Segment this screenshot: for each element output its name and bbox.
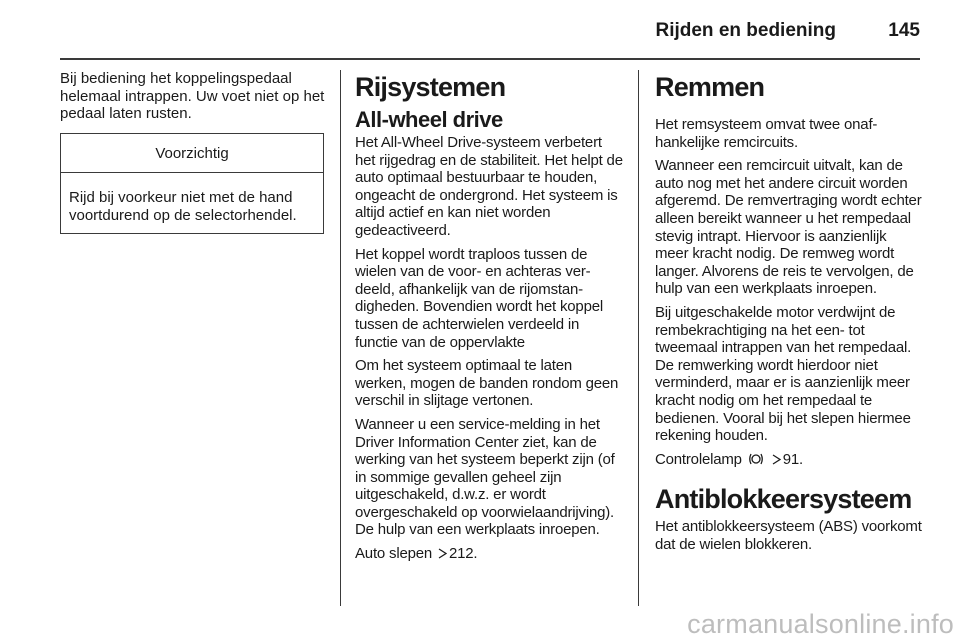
brakes-paragraph-1: Het remsysteem omvat twee onafhankelijke remcircuits.: [655, 116, 878, 151]
section-heading-rijsystemen: Rijsystemen: [355, 72, 506, 102]
awd-paragraph-3: Om het systeem optimaal te laten werken, mogen de banden rondom geen verschil in slijtage vertonen.: [355, 357, 619, 410]
brake-warning-lamp-icon: [748, 452, 764, 466]
cross-reference-auto-slepen[interactable]: [355, 545, 623, 563]
reference-page: 212.: [449, 545, 478, 563]
column-right: [655, 70, 923, 559]
watermark: carmanualsonline.info: [687, 609, 954, 639]
page-number: 145: [888, 20, 920, 41]
brakes-paragraph-3: Bij uitgeschakelde motor verdwijnt de rembekrachtiging na het een- tot tweemaal intrappen van het rempedaal. De remwerking wordt hierdoor niet verminderd, maar er is aanzienlijk meer kracht nodig om het rempedaal te bedienen. Vooral bij het slepen hiermee rekening houden.: [655, 303, 912, 445]
reference-text: Auto slepen: [355, 545, 433, 563]
awd-paragraph-1: Het All-Wheel Drive-systeem verbetert het rijgedrag en de stabiliteit. Het helpt de auto optimaal bestuurbaar te houden, ongeacht de ondergrond. Het systeem is altijd actief en kan niet worden gedeactiveerd.: [355, 134, 623, 239]
section-heading-remmen: Remmen: [655, 72, 765, 102]
caution-text: Rijd bij voorkeur niet met de hand voortdurend op de selectorhendel.: [69, 188, 297, 224]
intro-paragraph: Bij bediening het koppelingspedaal helemaal intrappen. Uw voet niet op het pedaal laten rusten.: [60, 70, 325, 123]
reference-page: 91.: [782, 450, 804, 468]
caution-box: [60, 133, 324, 234]
cross-reference-controlelamp[interactable]: [655, 451, 923, 469]
awd-paragraph-4: Wanneer u een service-melding in het Driver Information Center ziet, kan de werking van het systeem beperkt zijn (of in sommige gevallen geheel zijn uitgeschakeld, d.w.z. er wordt overgeschakeld op voorwielaandrijving). De hulp van een werkplaats inroepen.: [355, 415, 615, 539]
brakes-paragraph-2: Wanneer een remcircuit uitvalt, kan de auto nog met het andere circuit worden afgeremd. De remvertraging wordt echter alleen bereikt wanneer u het rempedaal stevig intrapt. Hiervoor is aanzienlijk meer kracht nodig. De remweg wordt langer. Alvorens de reis te vervolgen, de hulp van een werkplaats inroepen.: [655, 157, 922, 298]
column-left: [60, 70, 325, 234]
abs-paragraph: Het antiblokkeersysteem (ABS) voorkomt dat de wielen blokkeren.: [655, 518, 922, 553]
section-heading-abs: Antiblokkeersysteem: [655, 484, 912, 515]
reference-text: Controlelamp: [655, 450, 742, 468]
subheading-all-wheel-drive: All-wheel drive: [355, 107, 503, 132]
page-header: [60, 0, 920, 60]
caution-heading: Voorzichtig: [61, 134, 323, 173]
column-divider-1: [340, 70, 341, 606]
header-title: Rijden en bediening: [655, 20, 836, 41]
triangle-arrow-icon: [772, 454, 781, 465]
awd-paragraph-2: Het koppel wordt traploos tussen de wielen van de voor- en achteras verdeeld, afhankelijk van de rijomstandigheden. Bovendien wordt het koppel tussen de achterwielen verdeeld in functie van de oppervlakte: [355, 245, 603, 351]
column-middle: [355, 70, 623, 569]
caution-body: [61, 173, 323, 233]
triangle-arrow-icon: [438, 548, 447, 559]
column-divider-2: [638, 70, 639, 606]
